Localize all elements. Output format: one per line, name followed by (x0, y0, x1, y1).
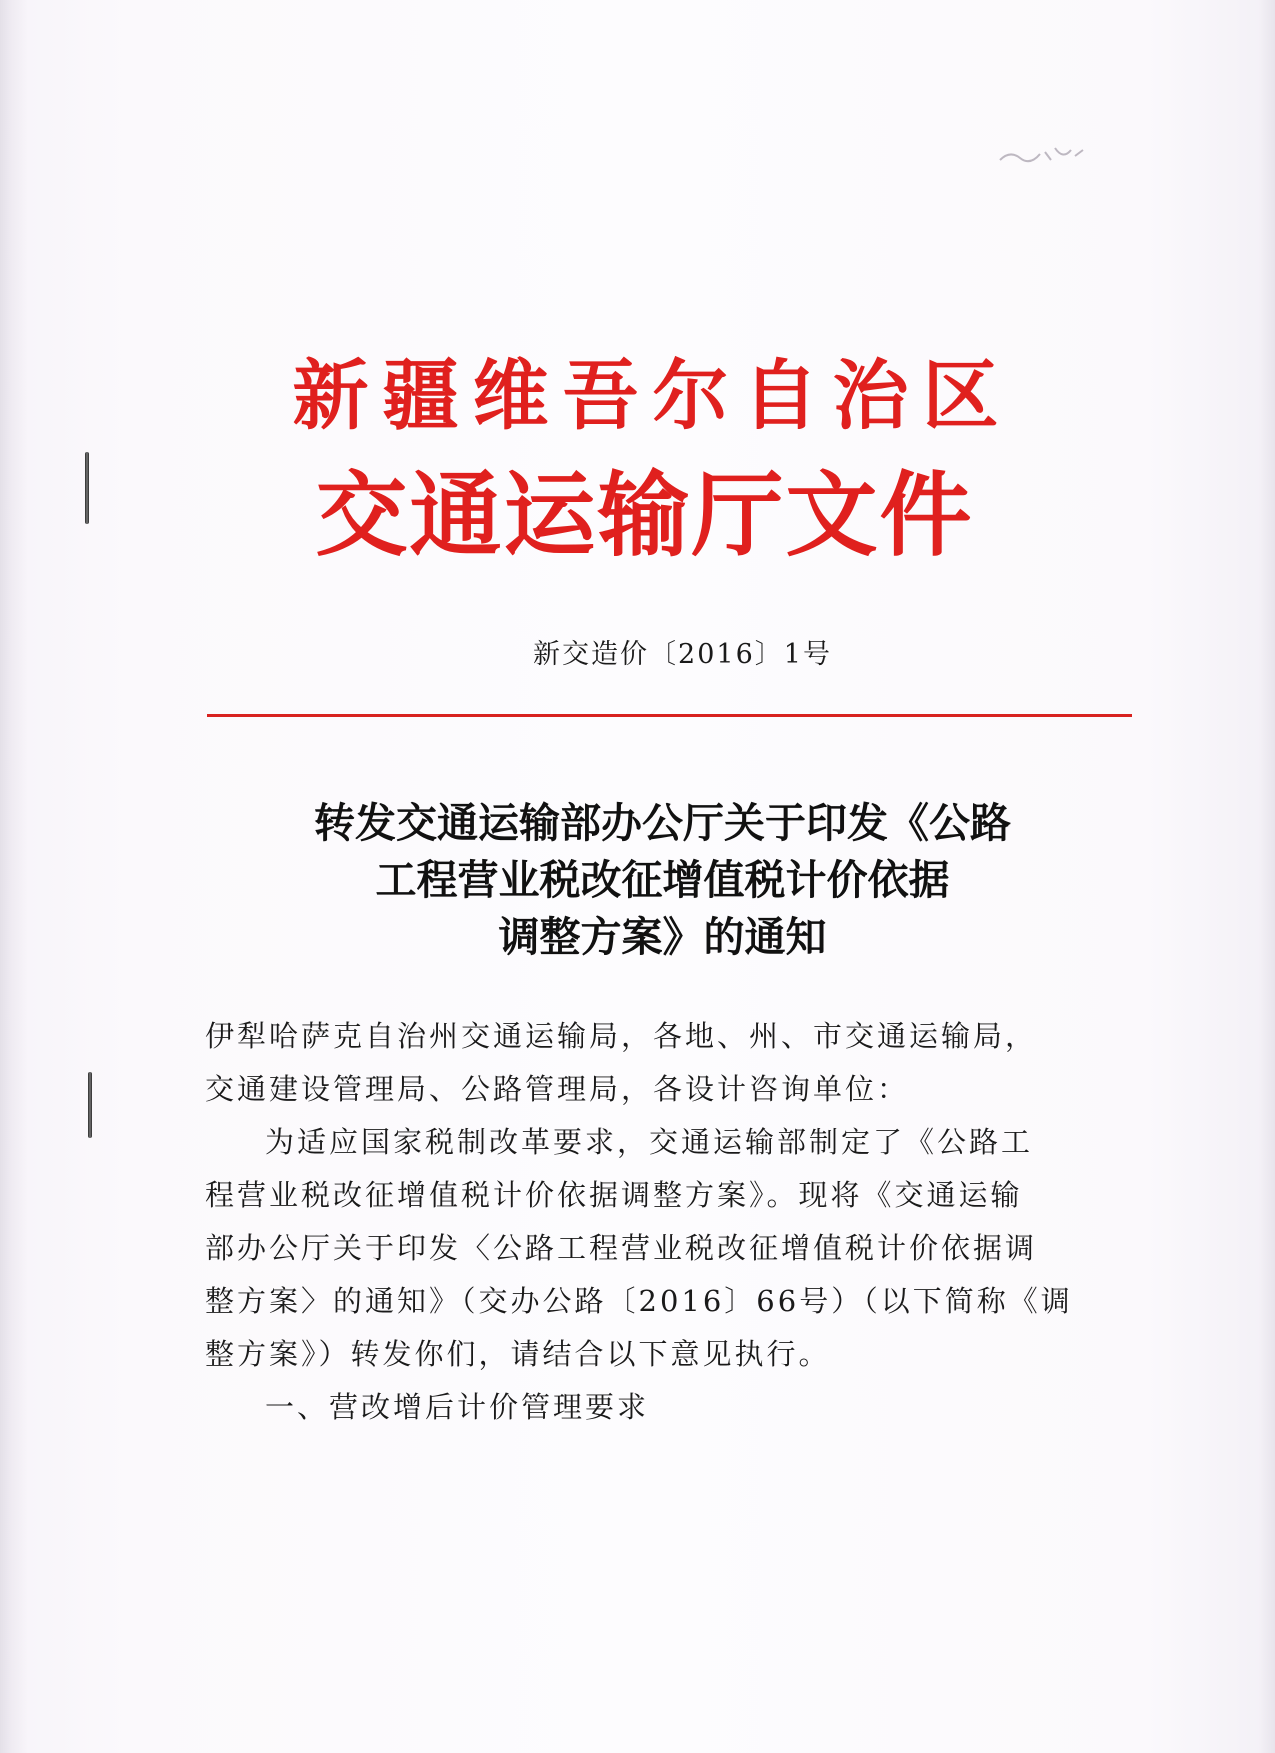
title-line-2: 工程营业税改征增值税计价依据 (375, 856, 950, 904)
title-line-1: 转发交通运输部办公厅关于印发《公路 (314, 799, 1011, 847)
paragraph-1-line-4: 整方案〉的通知》（交办公路〔2016〕66号）（以下简称《调 (205, 1284, 1073, 1318)
document-body (205, 1010, 1073, 1434)
paragraph-1-line-3: 部办公厅关于印发〈公路工程营业税改征增值税计价依据调 (205, 1231, 1038, 1265)
paragraph-1-line-2: 程营业税改征增值税计价依据调整方案》。现将《交通运输 (205, 1178, 1023, 1212)
document-title (0, 795, 1275, 966)
paragraph-1-line-5: 整方案》）转发你们，请结合以下意见执行。 (205, 1337, 831, 1371)
title-line-3: 调整方案》的通知 (498, 913, 827, 961)
addressee-line-1: 伊犁哈萨克自治州交通运输局，各地、州、市交通运输局， (205, 1019, 1038, 1053)
issuer-header-line2: 交通运输厅文件 (315, 462, 974, 569)
paragraph-1-line-1: 为适应国家税制改革要求，交通运输部制定了《公路工 (265, 1125, 1034, 1159)
addressee-line-2: 交通建设管理局、公路管理局，各设计咨询单位： (205, 1072, 910, 1106)
issuer-header-line1: 新疆维吾尔自治区 (292, 351, 1013, 440)
red-divider-line (207, 714, 1132, 717)
section-1-heading: 一、营改增后计价管理要求 (265, 1390, 650, 1424)
document-number: 新交造价〔2016〕1号 (533, 639, 832, 670)
staple-bottom (88, 1072, 92, 1138)
pencil-mark-icon (995, 140, 1095, 170)
